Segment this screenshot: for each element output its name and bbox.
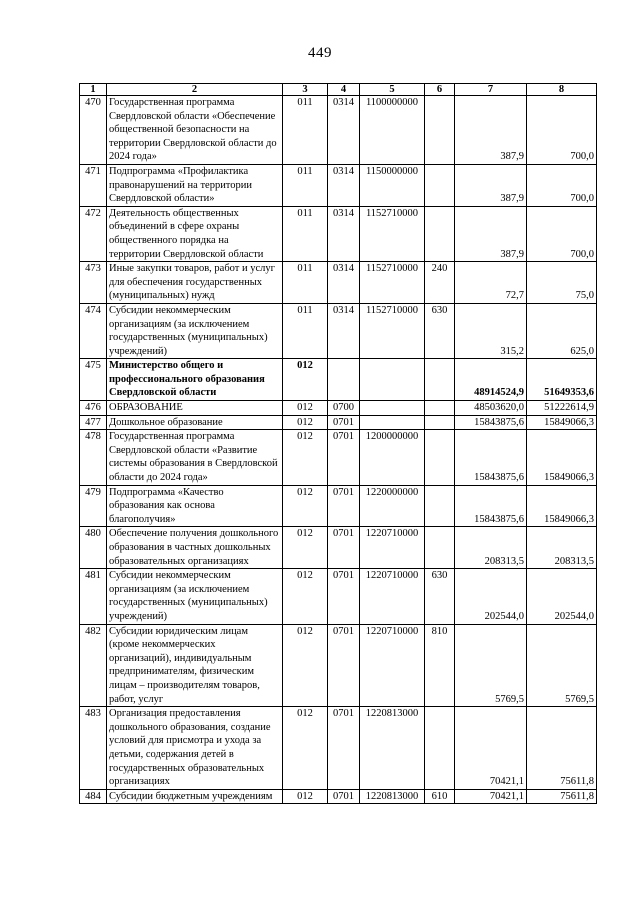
code-col-6	[425, 164, 455, 206]
row-name: Государственная программа Свердловской области «Обеспечение общественной безопасности на территории Свердловской области до 2024 года»	[107, 96, 283, 165]
amount-col-7: 15843875,6	[455, 430, 527, 485]
code-col-5: 1220813000	[360, 789, 425, 804]
amount-col-8: 5769,5	[527, 624, 597, 707]
row-number: 479	[80, 485, 107, 527]
table-row	[80, 303, 597, 358]
row-number: 473	[80, 262, 107, 304]
row-number: 472	[80, 206, 107, 261]
code-col-3: 012	[283, 789, 328, 804]
code-col-4: 0701	[328, 527, 360, 569]
row-name: Подпрограмма «Качество образования как основа благополучия»	[107, 485, 283, 527]
amount-col-7: 72,7	[455, 262, 527, 304]
amount-col-8: 75611,8	[527, 789, 597, 804]
code-col-4: 0314	[328, 262, 360, 304]
amount-col-7: 70421,1	[455, 707, 527, 790]
amount-col-7: 15843875,6	[455, 415, 527, 430]
row-name: Министерство общего и профессионального образования Свердловской области	[107, 359, 283, 401]
amount-col-8: 625,0	[527, 303, 597, 358]
amount-col-8: 51222614,9	[527, 401, 597, 416]
amount-col-7: 48914524,9	[455, 359, 527, 401]
code-col-6	[425, 96, 455, 165]
code-col-6	[425, 430, 455, 485]
code-col-6	[425, 527, 455, 569]
row-number: 481	[80, 569, 107, 624]
amount-col-8: 700,0	[527, 96, 597, 165]
row-number: 483	[80, 707, 107, 790]
code-col-4: 0701	[328, 789, 360, 804]
amount-col-8: 208313,5	[527, 527, 597, 569]
code-col-5: 1152710000	[360, 262, 425, 304]
code-col-3: 012	[283, 527, 328, 569]
amount-col-7: 315,2	[455, 303, 527, 358]
row-name: Субсидии некоммерческим организациям (за исключением государственных (муниципальных) учреждений)	[107, 303, 283, 358]
code-col-6	[425, 206, 455, 261]
row-number: 471	[80, 164, 107, 206]
code-col-3: 012	[283, 359, 328, 401]
row-number: 476	[80, 401, 107, 416]
table-row	[80, 569, 597, 624]
amount-col-7: 387,9	[455, 96, 527, 165]
code-col-4	[328, 359, 360, 401]
amount-col-8: 700,0	[527, 206, 597, 261]
row-name: Организация предоставления дошкольного образования, создание условий для присмотра и ухода за детьми, содержания детей в государственных образовательных организациях	[107, 707, 283, 790]
code-col-5	[360, 401, 425, 416]
code-col-4: 0314	[328, 206, 360, 261]
code-col-6: 630	[425, 303, 455, 358]
code-col-5: 1200000000	[360, 430, 425, 485]
code-col-3: 011	[283, 206, 328, 261]
table-row	[80, 206, 597, 261]
code-col-6	[425, 359, 455, 401]
col-header-3: 3	[283, 84, 328, 96]
code-col-6	[425, 485, 455, 527]
row-number: 478	[80, 430, 107, 485]
code-col-4: 0701	[328, 415, 360, 430]
budget-table	[79, 83, 597, 804]
amount-col-8: 75,0	[527, 262, 597, 304]
col-header-2: 2	[107, 84, 283, 96]
code-col-5: 1220710000	[360, 569, 425, 624]
code-col-3: 011	[283, 164, 328, 206]
amount-col-8: 202544,0	[527, 569, 597, 624]
amount-col-7: 15843875,6	[455, 485, 527, 527]
table-row	[80, 624, 597, 707]
amount-col-7: 5769,5	[455, 624, 527, 707]
code-col-4: 0701	[328, 569, 360, 624]
amount-col-8: 15849066,3	[527, 485, 597, 527]
code-col-4: 0701	[328, 707, 360, 790]
table-row	[80, 401, 597, 416]
code-col-4: 0701	[328, 624, 360, 707]
row-number: 482	[80, 624, 107, 707]
row-name: Обеспечение получения дошкольного образования в частных дошкольных образовательных организациях	[107, 527, 283, 569]
code-col-6: 240	[425, 262, 455, 304]
code-col-5: 1220710000	[360, 624, 425, 707]
table-row	[80, 789, 597, 804]
code-col-3: 012	[283, 707, 328, 790]
row-name: ОБРАЗОВАНИЕ	[107, 401, 283, 416]
amount-col-7: 202544,0	[455, 569, 527, 624]
col-header-8: 8	[527, 84, 597, 96]
row-name: Субсидии некоммерческим организациям (за исключением государственных (муниципальных) учреждений)	[107, 569, 283, 624]
amount-col-8: 75611,8	[527, 707, 597, 790]
amount-col-7: 387,9	[455, 206, 527, 261]
row-number: 474	[80, 303, 107, 358]
row-number: 484	[80, 789, 107, 804]
code-col-3: 012	[283, 624, 328, 707]
code-col-5: 1152710000	[360, 206, 425, 261]
code-col-3: 011	[283, 303, 328, 358]
code-col-4: 0314	[328, 164, 360, 206]
code-col-4: 0700	[328, 401, 360, 416]
col-header-1: 1	[80, 84, 107, 96]
row-number: 477	[80, 415, 107, 430]
code-col-6	[425, 415, 455, 430]
row-name: Государственная программа Свердловской области «Развитие системы образования в Свердловской области до 2024 года»	[107, 430, 283, 485]
row-name: Деятельность общественных объединений в сфере охраны общественного порядка на территории Свердловской области	[107, 206, 283, 261]
code-col-6	[425, 401, 455, 416]
code-col-3: 012	[283, 485, 328, 527]
code-col-3: 011	[283, 262, 328, 304]
table-row	[80, 96, 597, 165]
code-col-3: 011	[283, 96, 328, 165]
col-header-4: 4	[328, 84, 360, 96]
code-col-6: 610	[425, 789, 455, 804]
amount-col-7: 208313,5	[455, 527, 527, 569]
row-number: 470	[80, 96, 107, 165]
code-col-4: 0701	[328, 485, 360, 527]
code-col-5: 1152710000	[360, 303, 425, 358]
row-name: Иные закупки товаров, работ и услуг для обеспечения государственных (муниципальных) нужд	[107, 262, 283, 304]
code-col-4: 0701	[328, 430, 360, 485]
amount-col-7: 70421,1	[455, 789, 527, 804]
table-row	[80, 430, 597, 485]
table-row	[80, 485, 597, 527]
col-header-6: 6	[425, 84, 455, 96]
code-col-6	[425, 707, 455, 790]
amount-col-7: 48503620,0	[455, 401, 527, 416]
amount-col-8: 15849066,3	[527, 430, 597, 485]
code-col-5: 1100000000	[360, 96, 425, 165]
code-col-3: 012	[283, 415, 328, 430]
code-col-5: 1220813000	[360, 707, 425, 790]
code-col-3: 012	[283, 569, 328, 624]
amount-col-8: 51649353,6	[527, 359, 597, 401]
table-row	[80, 262, 597, 304]
amount-col-7: 387,9	[455, 164, 527, 206]
code-col-5	[360, 359, 425, 401]
row-name: Подпрограмма «Профилактика правонарушений на территории Свердловской области»	[107, 164, 283, 206]
header-row	[80, 84, 597, 96]
page-number: 449	[308, 45, 332, 61]
code-col-6: 810	[425, 624, 455, 707]
row-name: Субсидии бюджетным учреждениям	[107, 789, 283, 804]
code-col-5	[360, 415, 425, 430]
code-col-6: 630	[425, 569, 455, 624]
col-header-7: 7	[455, 84, 527, 96]
row-name: Дошкольное образование	[107, 415, 283, 430]
table-row	[80, 527, 597, 569]
row-number: 480	[80, 527, 107, 569]
row-name: Субсидии юридическим лицам (кроме некоммерческих организаций), индивидуальным предпринимателям, физическим лицам – производителям товаров, работ, услуг	[107, 624, 283, 707]
row-number: 475	[80, 359, 107, 401]
code-col-5: 1150000000	[360, 164, 425, 206]
code-col-4: 0314	[328, 303, 360, 358]
table-row	[80, 359, 597, 401]
table-row	[80, 707, 597, 790]
code-col-5: 1220710000	[360, 527, 425, 569]
code-col-3: 012	[283, 401, 328, 416]
col-header-5: 5	[360, 84, 425, 96]
amount-col-8: 700,0	[527, 164, 597, 206]
table-row	[80, 415, 597, 430]
code-col-3: 012	[283, 430, 328, 485]
table-row	[80, 164, 597, 206]
code-col-5: 1220000000	[360, 485, 425, 527]
amount-col-8: 15849066,3	[527, 415, 597, 430]
code-col-4: 0314	[328, 96, 360, 165]
